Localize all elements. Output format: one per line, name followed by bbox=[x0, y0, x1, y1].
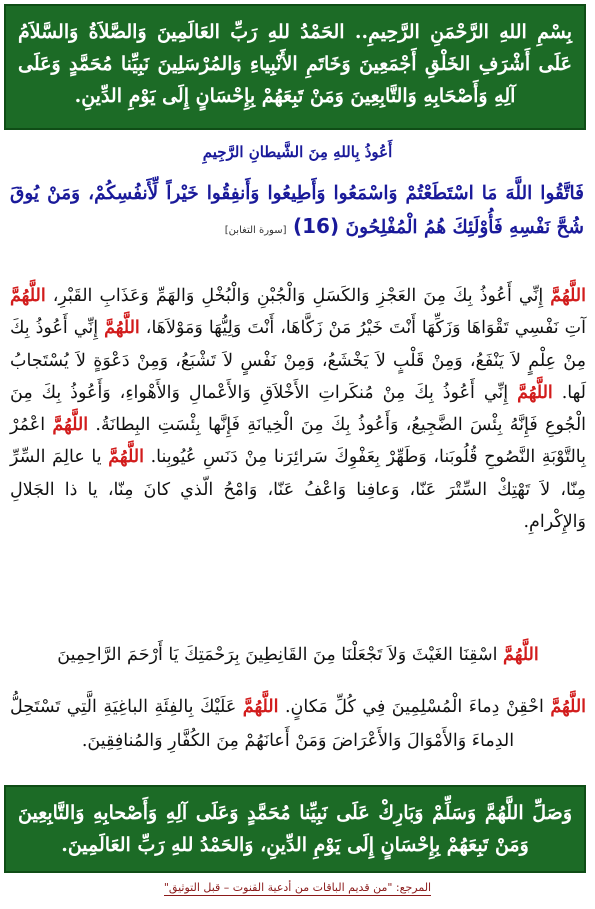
allahumma-label: اللَّهُمَّ bbox=[503, 645, 539, 665]
allahumma-label: اللَّهُمَّ bbox=[10, 286, 46, 306]
protection-supplication bbox=[10, 690, 586, 758]
reference-underlined bbox=[164, 881, 431, 896]
verse-number: (16) bbox=[292, 214, 340, 238]
isti3adha: أَعُوذُ بِاللهِ مِنَ الشَّيطانِ الرَّجِيمِ bbox=[202, 143, 393, 161]
allahumma-label: اللَّهُمَّ bbox=[52, 415, 89, 436]
dua-part-1: إِنِّي أَعُوذُ بِكَ مِنَ العَجْزِ وَالكَسَلِ وَالْجُبْنِ وَالْبُخْلِ وَالهَمِّ وَعَذَابِ القَبْرِ، bbox=[45, 286, 551, 306]
allahumma-label: اللَّهُمَّ bbox=[517, 382, 553, 403]
allahumma-label: اللَّهُمَّ bbox=[104, 318, 140, 339]
dua-part-3: إِنِّي أَعُوذُ بِكَ مِنْ عِلْمٍ لاَ يَنْفَعُ، وَمِنْ قَلْبٍ لاَ يَخْشَعُ، وَمِنْ نَفْسٍ لاَ تَشْبَعُ، وَمِنْ دَعْوَةٍ لاَ يُسْتَجابُ لَها. bbox=[10, 318, 587, 403]
closing-text: وَصَلِّ اللَّهُمَّ وَسَلِّمْ وَبَارِكْ عَلَى نَبِيِّنا مُحَمَّدٍ وَعَلَى آلِهِ وَأَصْحابِهِ وَالتَّابِعِينَ وَمَنْ تَبِعَهُمْ بِإِحْسَانٍ إِلَى يَوْمِ الدِّينِ، وَالحَمْدُ للهِ رَبِّ العَالَمِينَ. bbox=[18, 802, 572, 856]
allahumma-label: اللَّهُمَّ bbox=[108, 447, 144, 468]
intro-text: بِسْمِ اللهِ الرَّحْمَنِ الرَّحِيمِ.. الحَمْدُ للهِ رَبِّ العَالَمِينَ وَالصَّلاَةُ وَالسَّلاَمُ عَلَى أَشْرَفِ الخَلْقِ أَجْمَعِينَ وَخَاتَمِ الأَنْبِياءِ وَالمُرْسَلِينَ نَبِيِّنا مُحَمَّدٍ وَعَلَى آلِهِ وَأَصْحَابِهِ وَالتَّابِعِينَ وَمَنْ تَبِعَهُمْ بِإِحْسَانٍ إِلَى يَوْمِ الدِّينِ. bbox=[18, 21, 572, 107]
dua-part-5: اعْمُرْ بِالتَّوْبَةِ النَّصُوحِ قُلُوبَنا، وَطَهِّرْ بِعَفْوِكَ سَرائِرَنا مِنْ دَنَسِ عُيُوبِنا. bbox=[10, 415, 586, 468]
closing-box bbox=[4, 785, 586, 873]
dua-part-6: يا عالِمَ السِّرِّ مِنّا، لاَ تَهْتِكْ السِّتْرَ عَنّا، وَعافِنا وَاعْفُ عَنّا، وَامْحُ الّذي كانَ مِنّا، يا ذا الجَلالِ وَالإِكْرامِ. bbox=[10, 447, 586, 533]
allahumma-label: اللَّهُمَّ bbox=[550, 286, 586, 306]
intro-box bbox=[4, 4, 586, 130]
allahumma-label: اللَّهُمَّ bbox=[242, 697, 279, 717]
quran-verse bbox=[10, 178, 584, 247]
dua-part-2: آتِ نَفْسِي تَقْوَاهَا وَزَكِّهَا أَنْتَ خَيْرُ مَنْ زَكَّاهَا، أَنْتَ وَلِيُّهَا وَمَوْلاَهَا، bbox=[139, 318, 587, 339]
reference-source: "من قديم الباقات من أدعية القنوت – قبل التوثيق" bbox=[163, 881, 393, 894]
verse-text: فَاتَّقُوا اللَّهَ مَا اسْتَطَعْتُمْ وَاسْمَعُوا وَأَطِيعُوا وَأَنفِقُوا خَيْراً لِّأَنفُسِكُمْ، وَمَنْ يُوقَ شُحَّ نَفْسِهِ فَأُوْلَئِكَ هُمُ الْمُفْلِحُونَ bbox=[10, 183, 584, 238]
rain-text: اسْقِنَا الغَيْثَ وَلاَ تَجْعَلْنَا مِنَ القَانِطِينَ بِرَحْمَتِكَ يَا أَرْحَمَ الرَّاحِمِينَ bbox=[57, 645, 504, 665]
protection-part-1: احْقِنْ دِماءَ الْمُسْلِمِينَ فِي كُلِّ مَكانٍ. bbox=[278, 697, 551, 717]
main-supplication bbox=[10, 280, 586, 538]
protection-part-2: عَلَيْكَ بِالفِئَةِ الباغِيَةِ الَّتِي تَسْتَحِلُّ الدِماءَ وَالأَمْوَالَ وَالأَعْرَاضَ وَمَنْ أَعانَهُمْ مِنَ الكُفَّارِ وَالمُنافِقِينَ. bbox=[10, 697, 515, 751]
rain-supplication bbox=[10, 640, 586, 670]
reference-label: المرجع: bbox=[395, 881, 432, 894]
allahumma-label: اللَّهُمَّ bbox=[550, 697, 587, 717]
reference-line bbox=[0, 881, 595, 894]
surah-reference: [سورة التغابن] bbox=[224, 225, 287, 236]
dua-part-4: إِنِّي أَعُوذُ بِكَ مِنْ مُنكَراتِ الأَخْلاَقِ وَالأَعْمالِ وَالأَهْواءِ، وَأَعُوذُ بِكَ مِنَ الْجُوعِ فَإِنَّهُ بِئْسَ الضَّجِيعُ، وَأَعُوذُ بِكَ مِنَ الْخِيانَةِ فَإِنَّها بِئْسَتِ البِطانَةُ. bbox=[10, 382, 587, 436]
